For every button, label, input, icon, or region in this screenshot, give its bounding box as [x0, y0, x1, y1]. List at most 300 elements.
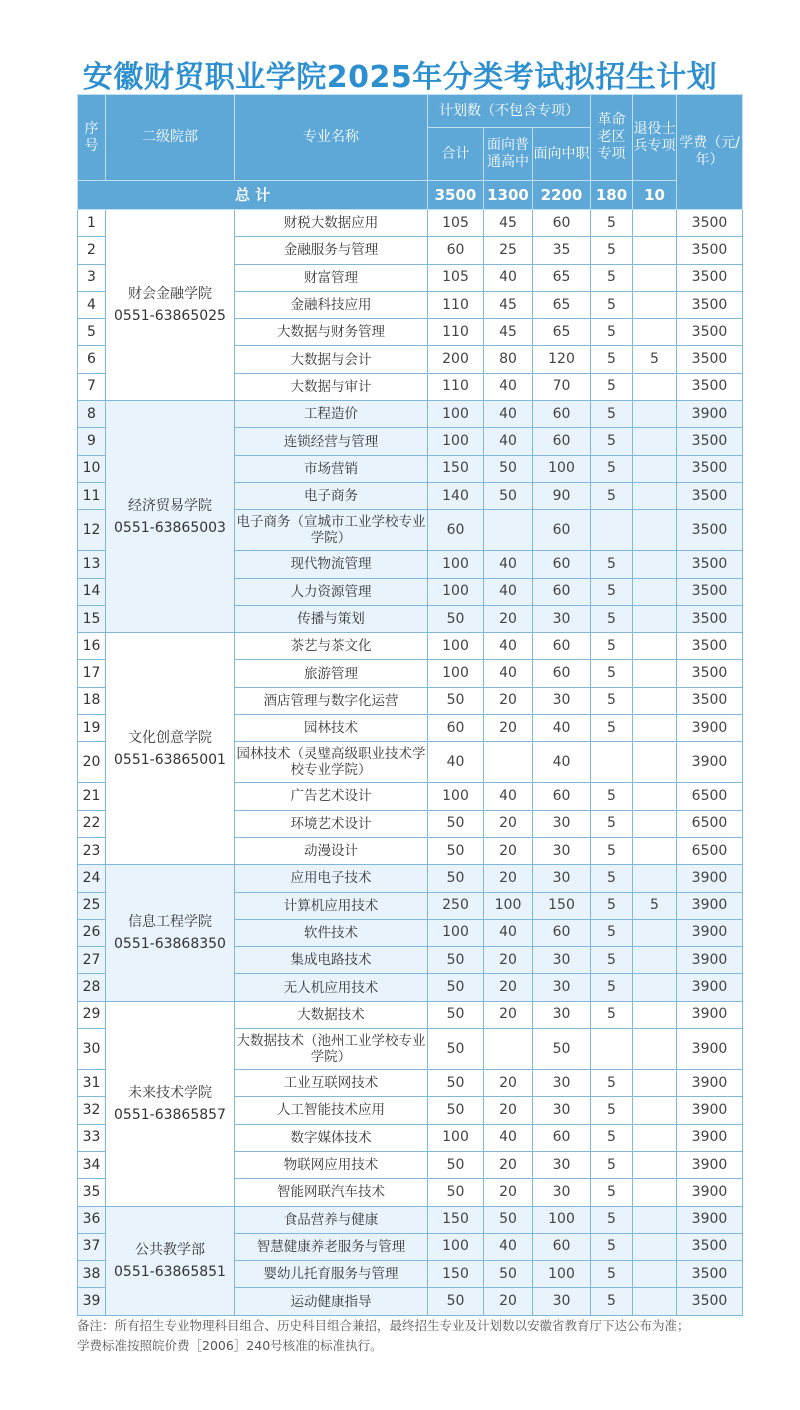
tuition-fee: 3500 [677, 264, 743, 291]
tuition-fee: 3500 [677, 482, 743, 509]
department-phone: 0551-63865025 [114, 308, 226, 325]
plan-vocational: 30 [533, 1097, 591, 1124]
tuition-fee: 3500 [677, 510, 743, 551]
row-number: 25 [78, 892, 106, 919]
row-number: 21 [78, 783, 106, 810]
plan-vocational: 60 [533, 919, 591, 946]
major-name: 人力资源管理 [235, 578, 428, 605]
department-phone: 0551-63865851 [114, 1263, 226, 1280]
department-name: 未来技术学院 [128, 1084, 212, 1101]
plan-total: 150 [428, 1261, 484, 1288]
revolution-special: 5 [591, 1001, 633, 1028]
plan-vocational: 70 [533, 373, 591, 400]
revolution-special: 5 [591, 892, 633, 919]
revolution-special: 5 [591, 455, 633, 482]
sum-revolution-special: 180 [591, 181, 633, 210]
veteran-special [633, 660, 677, 687]
tuition-fee: 3500 [677, 605, 743, 632]
row-number: 2 [78, 237, 106, 264]
department-cell [106, 1206, 235, 1315]
plan-total: 50 [428, 837, 484, 864]
tuition-fee: 3900 [677, 865, 743, 892]
veteran-special [633, 605, 677, 632]
tuition-fee: 3900 [677, 715, 743, 742]
plan-total: 50 [428, 865, 484, 892]
plan-high-school: 100 [484, 892, 533, 919]
veteran-special [633, 237, 677, 264]
plan-vocational: 30 [533, 947, 591, 974]
sum-high-school: 1300 [484, 181, 533, 210]
major-name: 动漫设计 [235, 837, 428, 864]
tuition-fee: 3900 [677, 1151, 743, 1178]
plan-total: 50 [428, 810, 484, 837]
plan-vocational: 60 [533, 551, 591, 578]
tuition-fee: 3900 [677, 1124, 743, 1151]
row-number: 27 [78, 947, 106, 974]
row-number: 37 [78, 1233, 106, 1260]
header-fee: 学费（元/年） [677, 95, 743, 210]
plan-vocational: 60 [533, 660, 591, 687]
revolution-special: 5 [591, 1206, 633, 1233]
plan-high-school: 20 [484, 687, 533, 714]
plan-high-school [484, 742, 533, 783]
plan-high-school: 40 [484, 1233, 533, 1260]
revolution-special: 5 [591, 605, 633, 632]
plan-vocational: 60 [533, 1124, 591, 1151]
plan-total: 140 [428, 482, 484, 509]
plan-high-school: 20 [484, 947, 533, 974]
department-cell [106, 1001, 235, 1206]
plan-total: 150 [428, 1206, 484, 1233]
row-number: 18 [78, 687, 106, 714]
plan-total: 100 [428, 551, 484, 578]
veteran-special [633, 947, 677, 974]
major-name: 园林技术 [235, 715, 428, 742]
veteran-special [633, 974, 677, 1001]
veteran-special [633, 783, 677, 810]
row-number: 8 [78, 401, 106, 428]
plan-total: 50 [428, 1097, 484, 1124]
veteran-special [633, 1151, 677, 1178]
major-name: 运动健康指导 [235, 1288, 428, 1315]
major-name: 财税大数据应用 [235, 210, 428, 237]
plan-vocational: 100 [533, 1261, 591, 1288]
plan-high-school: 45 [484, 319, 533, 346]
plan-high-school: 20 [484, 1151, 533, 1178]
row-number: 39 [78, 1288, 106, 1315]
row-number: 28 [78, 974, 106, 1001]
tuition-fee: 3500 [677, 1288, 743, 1315]
header-revolution-special: 革命老区专项 [591, 95, 633, 181]
plan-total: 110 [428, 373, 484, 400]
veteran-special [633, 510, 677, 551]
major-name: 财富管理 [235, 264, 428, 291]
plan-total: 100 [428, 428, 484, 455]
row-number: 24 [78, 865, 106, 892]
revolution-special: 5 [591, 291, 633, 318]
revolution-special [591, 510, 633, 551]
veteran-special [633, 1288, 677, 1315]
department-cell [106, 865, 235, 1001]
major-name: 婴幼儿托育服务与管理 [235, 1261, 428, 1288]
row-number: 6 [78, 346, 106, 373]
header-plan: 计划数（不包含专项） [428, 95, 591, 128]
plan-total: 100 [428, 401, 484, 428]
veteran-special [633, 210, 677, 237]
tuition-fee: 3500 [677, 1261, 743, 1288]
plan-high-school: 40 [484, 373, 533, 400]
sum-vocational: 2200 [533, 181, 591, 210]
veteran-special [633, 687, 677, 714]
plan-vocational: 60 [533, 401, 591, 428]
plan-total: 60 [428, 715, 484, 742]
major-name: 软件技术 [235, 919, 428, 946]
revolution-special: 5 [591, 660, 633, 687]
tuition-fee: 3500 [677, 428, 743, 455]
department-name: 经济贸易学院 [128, 497, 212, 514]
plan-high-school: 40 [484, 551, 533, 578]
plan-high-school: 20 [484, 837, 533, 864]
plan-vocational: 120 [533, 346, 591, 373]
major-name: 工业互联网技术 [235, 1070, 428, 1097]
plan-vocational: 60 [533, 578, 591, 605]
table-row [78, 401, 743, 428]
department-name: 信息工程学院 [128, 913, 212, 930]
tuition-fee: 3900 [677, 892, 743, 919]
footnote [77, 1316, 757, 1356]
tuition-fee: 6500 [677, 837, 743, 864]
major-name: 电子商务 [235, 482, 428, 509]
row-number: 23 [78, 837, 106, 864]
plan-total: 50 [428, 1179, 484, 1206]
revolution-special: 5 [591, 633, 633, 660]
plan-high-school: 40 [484, 783, 533, 810]
table-body [78, 210, 743, 1316]
veteran-special [633, 1097, 677, 1124]
major-name: 环境艺术设计 [235, 810, 428, 837]
footnote-line-1: 备注：所有招生专业物理科目组合、历史科目组合兼招，最终招生专业及计划数以安徽省教育厅下达公布为准； [77, 1318, 690, 1333]
row-number: 14 [78, 578, 106, 605]
header-total: 合计 [428, 128, 484, 181]
veteran-special [633, 264, 677, 291]
tuition-fee: 3900 [677, 919, 743, 946]
veteran-special [633, 373, 677, 400]
plan-high-school: 40 [484, 919, 533, 946]
header-veteran-special: 退役士兵专项 [633, 95, 677, 181]
revolution-special: 5 [591, 974, 633, 1001]
tuition-fee: 3500 [677, 319, 743, 346]
plan-total: 50 [428, 1151, 484, 1178]
veteran-special [633, 1233, 677, 1260]
veteran-special [633, 919, 677, 946]
plan-high-school: 20 [484, 1288, 533, 1315]
plan-vocational: 60 [533, 210, 591, 237]
plan-high-school: 20 [484, 974, 533, 1001]
veteran-special [633, 482, 677, 509]
plan-vocational: 100 [533, 455, 591, 482]
enrollment-table-wrapper [77, 94, 742, 1316]
department-name: 文化创意学院 [128, 729, 212, 746]
tuition-fee: 6500 [677, 783, 743, 810]
revolution-special [591, 1029, 633, 1070]
revolution-special: 5 [591, 551, 633, 578]
table-row [78, 1206, 743, 1233]
plan-vocational: 100 [533, 1206, 591, 1233]
tuition-fee: 3500 [677, 373, 743, 400]
plan-high-school: 20 [484, 1179, 533, 1206]
major-name: 大数据与财务管理 [235, 319, 428, 346]
plan-vocational: 30 [533, 605, 591, 632]
row-number: 9 [78, 428, 106, 455]
major-name: 金融服务与管理 [235, 237, 428, 264]
major-name: 智慧健康养老服务与管理 [235, 1233, 428, 1260]
major-name: 传播与策划 [235, 605, 428, 632]
plan-high-school: 50 [484, 1206, 533, 1233]
row-number: 13 [78, 551, 106, 578]
header-dept: 二级院部 [106, 95, 235, 181]
major-name: 大数据与审计 [235, 373, 428, 400]
major-name: 食品营养与健康 [235, 1206, 428, 1233]
tuition-fee: 3500 [677, 687, 743, 714]
tuition-fee: 3500 [677, 660, 743, 687]
plan-high-school: 40 [484, 1124, 533, 1151]
plan-vocational: 65 [533, 264, 591, 291]
veteran-special [633, 865, 677, 892]
row-number: 4 [78, 291, 106, 318]
row-number: 11 [78, 482, 106, 509]
row-number: 16 [78, 633, 106, 660]
revolution-special: 5 [591, 237, 633, 264]
tuition-fee: 3500 [677, 291, 743, 318]
veteran-special [633, 455, 677, 482]
plan-vocational: 30 [533, 810, 591, 837]
revolution-special: 5 [591, 687, 633, 714]
veteran-special [633, 1261, 677, 1288]
revolution-special: 5 [591, 1288, 633, 1315]
plan-high-school: 40 [484, 401, 533, 428]
veteran-special [633, 837, 677, 864]
table-header [78, 95, 743, 210]
veteran-special [633, 401, 677, 428]
veteran-special [633, 319, 677, 346]
revolution-special: 5 [591, 210, 633, 237]
tuition-fee: 3900 [677, 1070, 743, 1097]
revolution-special: 5 [591, 1097, 633, 1124]
plan-vocational: 60 [533, 783, 591, 810]
row-number: 22 [78, 810, 106, 837]
plan-high-school: 20 [484, 865, 533, 892]
plan-total: 150 [428, 455, 484, 482]
revolution-special: 5 [591, 401, 633, 428]
veteran-special [633, 1179, 677, 1206]
plan-high-school: 20 [484, 810, 533, 837]
plan-total: 50 [428, 1029, 484, 1070]
major-name: 市场营销 [235, 455, 428, 482]
plan-total: 200 [428, 346, 484, 373]
revolution-special: 5 [591, 578, 633, 605]
plan-high-school: 40 [484, 660, 533, 687]
revolution-special: 5 [591, 373, 633, 400]
table-row [78, 1001, 743, 1028]
plan-high-school: 20 [484, 605, 533, 632]
tuition-fee: 3900 [677, 1029, 743, 1070]
row-number: 7 [78, 373, 106, 400]
veteran-special [633, 742, 677, 783]
plan-vocational: 65 [533, 291, 591, 318]
plan-high-school: 45 [484, 210, 533, 237]
row-number: 30 [78, 1029, 106, 1070]
major-name: 集成电路技术 [235, 947, 428, 974]
plan-high-school: 50 [484, 482, 533, 509]
plan-high-school: 40 [484, 633, 533, 660]
revolution-special: 5 [591, 947, 633, 974]
veteran-special [633, 1029, 677, 1070]
tuition-fee: 3900 [677, 947, 743, 974]
major-name: 物联网应用技术 [235, 1151, 428, 1178]
revolution-special: 5 [591, 810, 633, 837]
plan-total: 50 [428, 605, 484, 632]
plan-high-school: 20 [484, 1070, 533, 1097]
major-name: 数字媒体技术 [235, 1124, 428, 1151]
major-name: 计算机应用技术 [235, 892, 428, 919]
revolution-special: 5 [591, 1261, 633, 1288]
header-seq: 序号 [78, 95, 106, 181]
major-name: 工程造价 [235, 401, 428, 428]
tuition-fee: 3500 [677, 210, 743, 237]
row-number: 33 [78, 1124, 106, 1151]
plan-vocational: 60 [533, 428, 591, 455]
veteran-special: 5 [633, 346, 677, 373]
header-high-school: 面向普通高中 [484, 128, 533, 181]
revolution-special: 5 [591, 482, 633, 509]
plan-total: 100 [428, 919, 484, 946]
tuition-fee: 3900 [677, 1001, 743, 1028]
major-name: 园林技术（灵璧高级职业技术学校专业学院） [235, 742, 428, 783]
tuition-fee: 3900 [677, 742, 743, 783]
plan-high-school: 40 [484, 428, 533, 455]
tuition-fee: 3500 [677, 237, 743, 264]
plan-total: 50 [428, 1070, 484, 1097]
tuition-fee: 3500 [677, 455, 743, 482]
plan-high-school: 50 [484, 1261, 533, 1288]
department-phone: 0551-63865003 [114, 519, 226, 536]
tuition-fee: 3900 [677, 1179, 743, 1206]
department-name: 公共教学部 [135, 1241, 205, 1258]
plan-vocational: 35 [533, 237, 591, 264]
sum-label: 总 计 [78, 181, 428, 210]
row-number: 20 [78, 742, 106, 783]
plan-total: 110 [428, 319, 484, 346]
plan-total: 105 [428, 264, 484, 291]
veteran-special: 5 [633, 892, 677, 919]
plan-vocational: 30 [533, 974, 591, 1001]
plan-high-school: 20 [484, 1097, 533, 1124]
tuition-fee: 3500 [677, 551, 743, 578]
row-number: 5 [78, 319, 106, 346]
revolution-special: 5 [591, 1124, 633, 1151]
plan-vocational: 60 [533, 1233, 591, 1260]
row-number: 35 [78, 1179, 106, 1206]
revolution-special: 5 [591, 264, 633, 291]
veteran-special [633, 428, 677, 455]
department-phone: 0551-63868350 [114, 935, 226, 952]
plan-vocational: 30 [533, 1070, 591, 1097]
plan-total: 60 [428, 510, 484, 551]
major-name: 电子商务（宣城市工业学校专业学院） [235, 510, 428, 551]
revolution-special: 5 [591, 837, 633, 864]
plan-vocational: 60 [533, 510, 591, 551]
row-number: 19 [78, 715, 106, 742]
plan-high-school: 50 [484, 455, 533, 482]
major-name: 旅游管理 [235, 660, 428, 687]
veteran-special [633, 551, 677, 578]
revolution-special: 5 [591, 346, 633, 373]
plan-total: 100 [428, 783, 484, 810]
revolution-special: 5 [591, 319, 633, 346]
tuition-fee: 3900 [677, 1097, 743, 1124]
revolution-special: 5 [591, 783, 633, 810]
plan-total: 40 [428, 742, 484, 783]
tuition-fee: 3500 [677, 1233, 743, 1260]
plan-vocational: 150 [533, 892, 591, 919]
major-name: 人工智能技术应用 [235, 1097, 428, 1124]
row-number: 15 [78, 605, 106, 632]
plan-total: 110 [428, 291, 484, 318]
major-name: 智能网联汽车技术 [235, 1179, 428, 1206]
tuition-fee: 6500 [677, 810, 743, 837]
plan-vocational: 30 [533, 687, 591, 714]
plan-total: 100 [428, 578, 484, 605]
row-number: 34 [78, 1151, 106, 1178]
plan-high-school: 40 [484, 578, 533, 605]
footnote-line-2: 学费标准按照皖价费［2006］240号核准的标准执行。 [77, 1338, 383, 1353]
row-number: 32 [78, 1097, 106, 1124]
tuition-fee: 3500 [677, 633, 743, 660]
plan-total: 100 [428, 633, 484, 660]
major-name: 现代物流管理 [235, 551, 428, 578]
plan-high-school: 20 [484, 1001, 533, 1028]
plan-vocational: 50 [533, 1029, 591, 1070]
plan-high-school [484, 1029, 533, 1070]
plan-vocational: 30 [533, 1001, 591, 1028]
major-name: 广告艺术设计 [235, 783, 428, 810]
major-name: 大数据技术（池州工业学校专业学院） [235, 1029, 428, 1070]
department-name: 财会金融学院 [128, 286, 212, 303]
major-name: 茶艺与茶文化 [235, 633, 428, 660]
revolution-special: 5 [591, 865, 633, 892]
plan-total: 50 [428, 947, 484, 974]
revolution-special: 5 [591, 1179, 633, 1206]
table-row [78, 210, 743, 237]
plan-vocational: 30 [533, 837, 591, 864]
major-name: 酒店管理与数字化运营 [235, 687, 428, 714]
plan-vocational: 60 [533, 633, 591, 660]
veteran-special [633, 715, 677, 742]
plan-total: 100 [428, 1233, 484, 1260]
veteran-special [633, 1001, 677, 1028]
department-phone: 0551-63865001 [114, 751, 226, 768]
plan-vocational: 30 [533, 865, 591, 892]
revolution-special: 5 [591, 1070, 633, 1097]
plan-vocational: 30 [533, 1288, 591, 1315]
major-name: 大数据与会计 [235, 346, 428, 373]
veteran-special [633, 1206, 677, 1233]
veteran-special [633, 291, 677, 318]
row-number: 36 [78, 1206, 106, 1233]
plan-high-school: 25 [484, 237, 533, 264]
row-number: 10 [78, 455, 106, 482]
plan-total: 50 [428, 687, 484, 714]
